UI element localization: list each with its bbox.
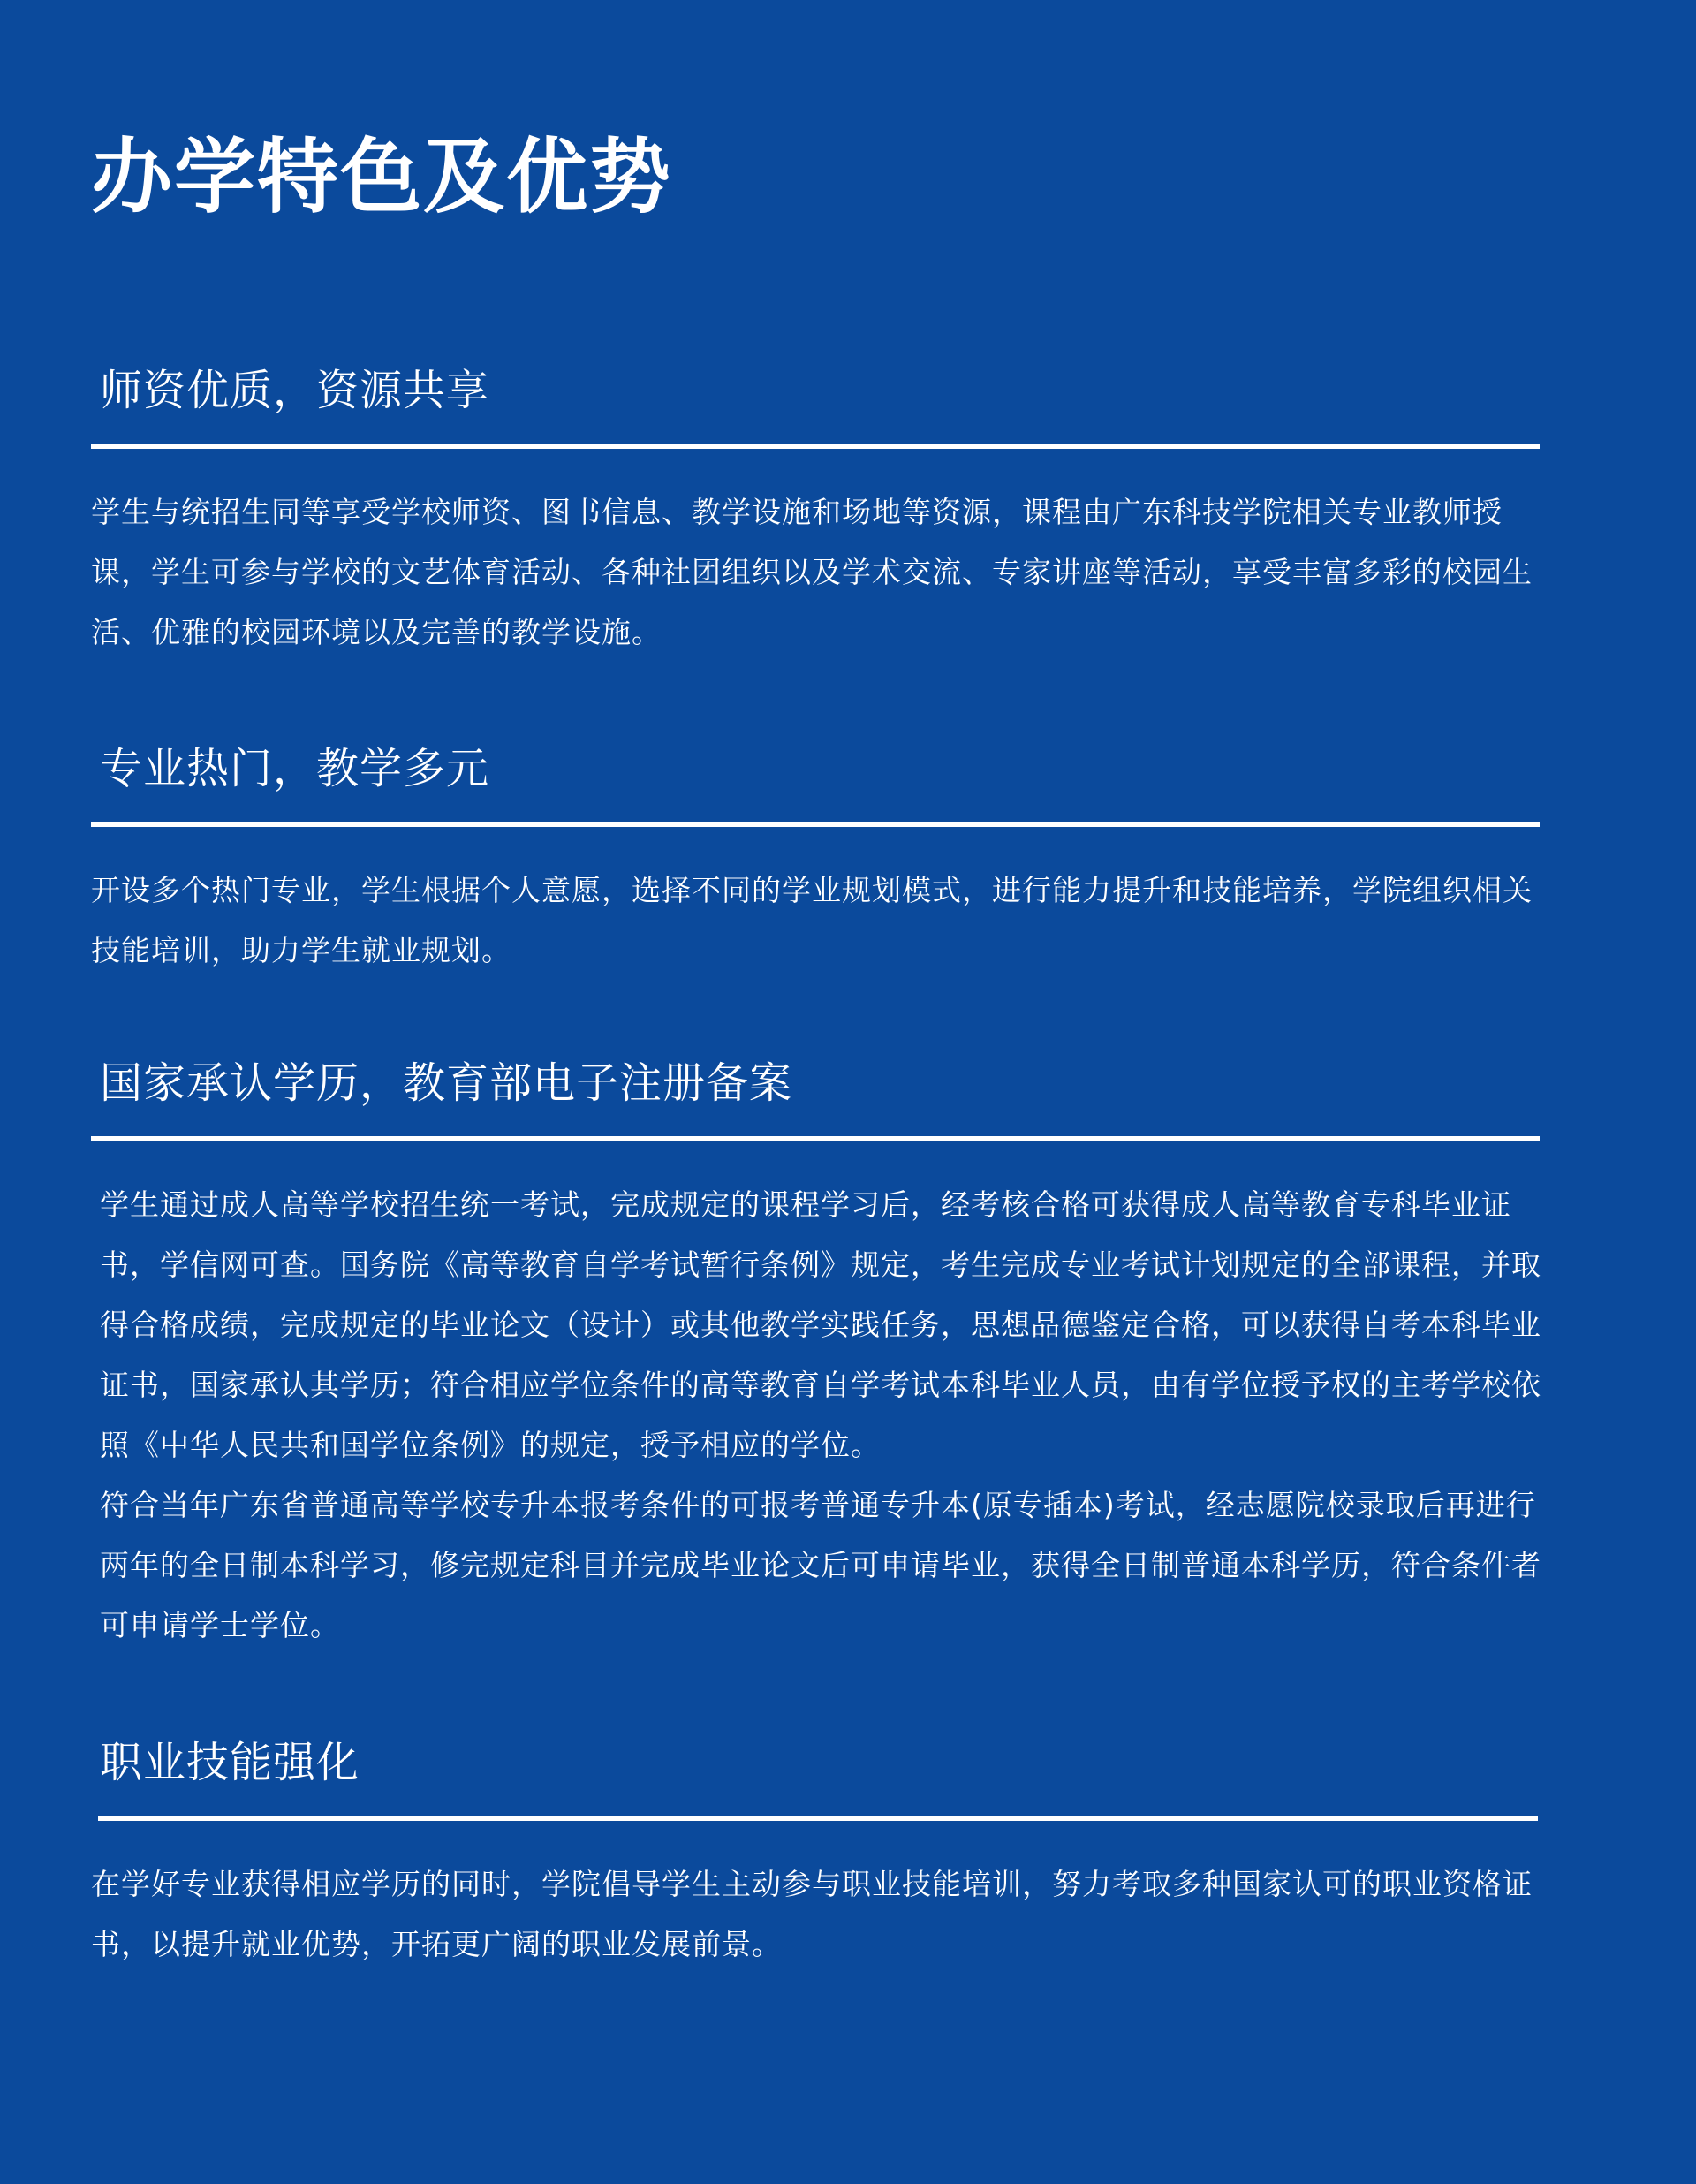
section-divider: [91, 1136, 1540, 1141]
section-paragraph: 在学好专业获得相应学历的同时，学院倡导学生主动参与职业技能培训，努力考取多种国家认可的职业资格证书，以提升就业优势，开拓更广阔的职业发展前景。: [91, 1867, 1533, 1961]
section-popular-majors: [91, 740, 1557, 981]
section-heading: 国家承认学历，教育部电子注册备案: [100, 1058, 793, 1108]
section-recognized-degree: [91, 1055, 1557, 1656]
section-paragraph: 学生通过成人高等学校招生统一考试，完成规定的课程学习后，经考核合格可获得成人高等教育专科毕业证书，学信网可查。国务院《高等教育自学考试暂行条例》规定，考生完成专业考试计划规定的全部课程，并取得合格成绩，完成规定的毕业论文（设计）或其他教学实践任务，思想品德鉴定合格，可以获得自考本科毕业证书，国家承认其学历；符合相应学位条件的高等教育自学考试本科毕业人员，由有学位授予权的主考学校依照《中华人民共和国学位条例》的规定，授予相应的学位。: [100, 1187, 1541, 1462]
section-faculty-resources: [91, 362, 1557, 663]
page-title: 办学特色及优势: [91, 130, 673, 224]
section-body: [91, 861, 1557, 981]
section-paragraph: 学生与统招生同等享受学校师资、图书信息、教学设施和场地等资源，课程由广东科技学院相关专业教师授课，学生可参与学校的文艺体育活动、各种社团组织以及学术交流、专家讲座等活动，享受丰富多彩的校园生活、优雅的校园环境以及完善的教学设施。: [91, 495, 1533, 649]
section-heading: 职业技能强化: [100, 1738, 360, 1787]
section-paragraph: 符合当年广东省普通高等学校专升本报考条件的可报考普通专升本(原专插本)考试，经志愿院校录取后再进行两年的全日制本科学习，修完规定科目并完成毕业论文后可申请毕业，获得全日制普通本科学历，符合条件者可申请学士学位。: [100, 1488, 1541, 1642]
section-heading: 师资优质，资源共享: [100, 366, 490, 415]
section-paragraph: 开设多个热门专业，学生根据个人意愿，选择不同的学业规划模式，进行能力提升和技能培养，学院组织相关技能培训，助力学生就业规划。: [91, 873, 1533, 967]
section-body: [91, 1175, 1562, 1656]
section-vocational-skills: [91, 1734, 1557, 1975]
section-body: [91, 1854, 1557, 1975]
section-body: [91, 482, 1557, 663]
section-divider: [91, 444, 1540, 449]
section-heading: 专业热门，教学多元: [100, 744, 490, 793]
section-divider: [91, 822, 1540, 827]
section-divider: [98, 1816, 1538, 1821]
